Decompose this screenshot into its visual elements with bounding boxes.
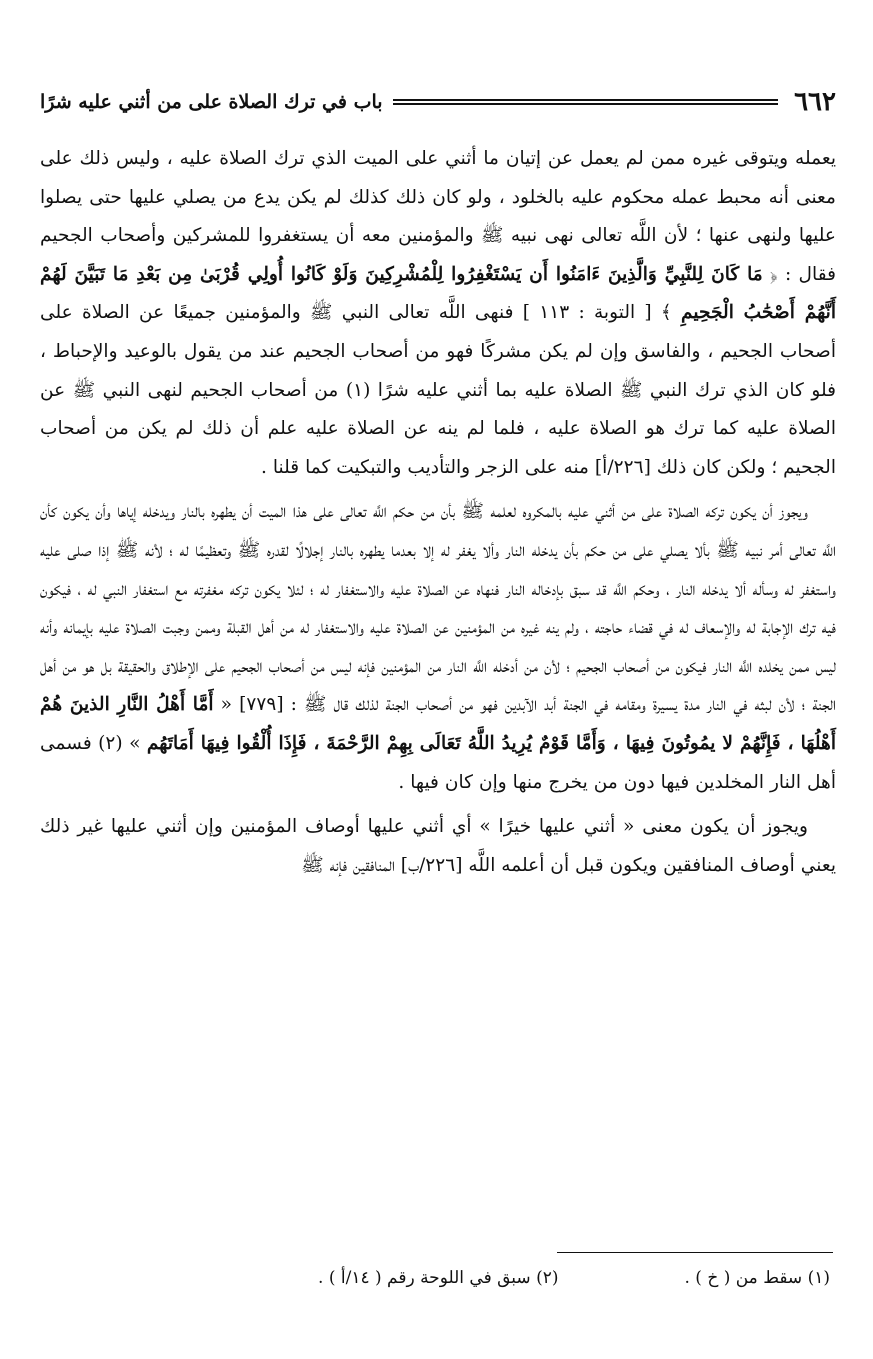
page-number: ٦٦٢ xyxy=(794,87,836,117)
paragraph-1-text-b: ﴾ [ التوبة : ١١٣ ] فنهى اللَّه تعالى النبي ﷺ والمؤمنين جميعًا عن الصلاة على أصحاب الجحيم ، والفاسق وإن لم يكن مشركًا فهو من أصحاب الجحيم عند من يقول بالوعيد والإحباط ، فلو كان الذي ترك النبي ﷺ الصلاة عليه بما أثني عليه شرًا (١) من أصحاب الجحيم لنهى النبي ﷺ عن الصلاة عليه كما ترك هو الصلاة عليه ، فلما لم ينه عن الصلاة عليه علم أن ذلك لم يكن من أصحاب الجحيم ؛ ولكن كان ذلك [٢٢٦/أ] منه على الزجر والتأديب والتبكيت كما قلنا . xyxy=(40,302,836,478)
chapter-title: باب في ترك الصلاة على من أثني عليه شرًا xyxy=(40,91,383,113)
footnote-1: (١) سقط من ( خ ) . xyxy=(684,1268,830,1288)
page-header xyxy=(40,82,836,122)
paragraph-1 xyxy=(40,140,836,487)
hadith-quote: أَمَّا أَهْلُ النَّارِ الذينَ هُمْ أَهْلُهَا ، فَإِنَّهُمْ لا يمُوتُونَ فِيهَا ، وَأَمَّا قَوْمٌ يُرِيدُ اللَّهُ تَعَالَى بِهِمْ الرَّحْمَةَ ، فَإِذَا أُلْقُوا فِيهَا أَمَاتَهُم xyxy=(40,694,836,754)
footnote-2: (٢) سبق في اللوحة رقم ( ١٤/أ ) . xyxy=(318,1268,559,1288)
quran-verse: مَا كَانَ لِلنَّبِيِّ وَالَّذِينَ ءَامَنُوا أَن يَسْتَغْفِرُوا لِلْمُشْرِكِينَ وَلَوْ كَانُوا أُولِي قُرْبَىٰ مِن بَعْدِ مَا تَبَيَّنَ لَهُمْ أَنَّهُمْ أَصْحَٰبُ الْجَحِيمِ xyxy=(40,263,836,324)
main-text xyxy=(40,140,836,885)
footnote-separator xyxy=(557,1252,833,1253)
paragraph-2-text-a: ويجوز أن يكون تركه الصلاة على من أثني عليه بالمكروه لعلمه ﷺ بأن من حكم اللَّه تعالى على هذا الميت أن يطهره بالنار ويدخله إياها وأن يكون كأن اللَّه تعالى أمر نبيه ﷺ بألا يصلي على من حكم بأن يدخله النار وألا يغفر له إلا بعدما يطهره بالنار إجلالًا لقدره ﷺ وتعظيمًا له ؛ لأنه ﷺ إذا صلى عليه واستغفر له وسأله ألا يدخله النار ، وحكم اللَّه قد سبق بإدخاله النار فنهاه عن الصلاة عليه والاستغفار له ؛ لئلا يكون تركه مغفرته مع استغفار النبي له ، فيكون فيه ترك الإجابة له والإسعاف له في قضاء حاجته ، ولم ينه غيره من المؤمنين عن الصلاة عليه والاستغفار له من أهل القبلة وممن وجبت الصلاة عليه بإيمانه وأنه ليس ممن يخلده اللَّه النار فيكون من أصحاب الجحيم ؛ لأن من أدخله اللَّه النار من المؤمنين فإنه ليس من أصحاب الجحيم على الإطلاق والحقيقة بل هو من أهل الجنة ؛ لأن لبثه في النار مدة يسيرة ومقامه في الجنة أبد الآبدين فهو من أصحاب الجنة لذلك قال ﷺ : [٧٧٩] « xyxy=(40,501,836,716)
paragraph-2 xyxy=(40,493,836,802)
header-double-rule xyxy=(393,99,779,105)
paragraph-2-text-b: » (٢) فسمى أهل النار المخلدين فيها دون من يخرج منها وإن كان فيها . xyxy=(40,732,836,793)
footnotes xyxy=(40,1268,836,1298)
paragraph-3: ويجوز أن يكون معنى « أثني عليها خيرًا » أي أثني عليها أوصاف المؤمنين وإن أثني عليها غير ذلك يعني أوصاف المنافقين ويكون قبل أن أعلمه اللَّه [٢٢٦/ب] المنافقين فإنه ﷺ xyxy=(40,816,836,876)
paragraph-1-text-a: يعمله ويتوقى غيره ممن لم يعمل عن إتيان ما أثني على الميت الذي ترك الصلاة عليه ، وليس ذلك على معنى أنه محبط عمله محكوم عليه بالخلود ، ولو كان ذلك كذلك لم يكن يدع من يصلي عليها حتى يصلوا عليها ولنهى عنها ؛ لأن اللَّه تعالى نهى نبيه ﷺ والمؤمنين معه أن يستغفروا للمشركين وأصحاب الجحيم فقال : ﴿ xyxy=(40,148,836,285)
